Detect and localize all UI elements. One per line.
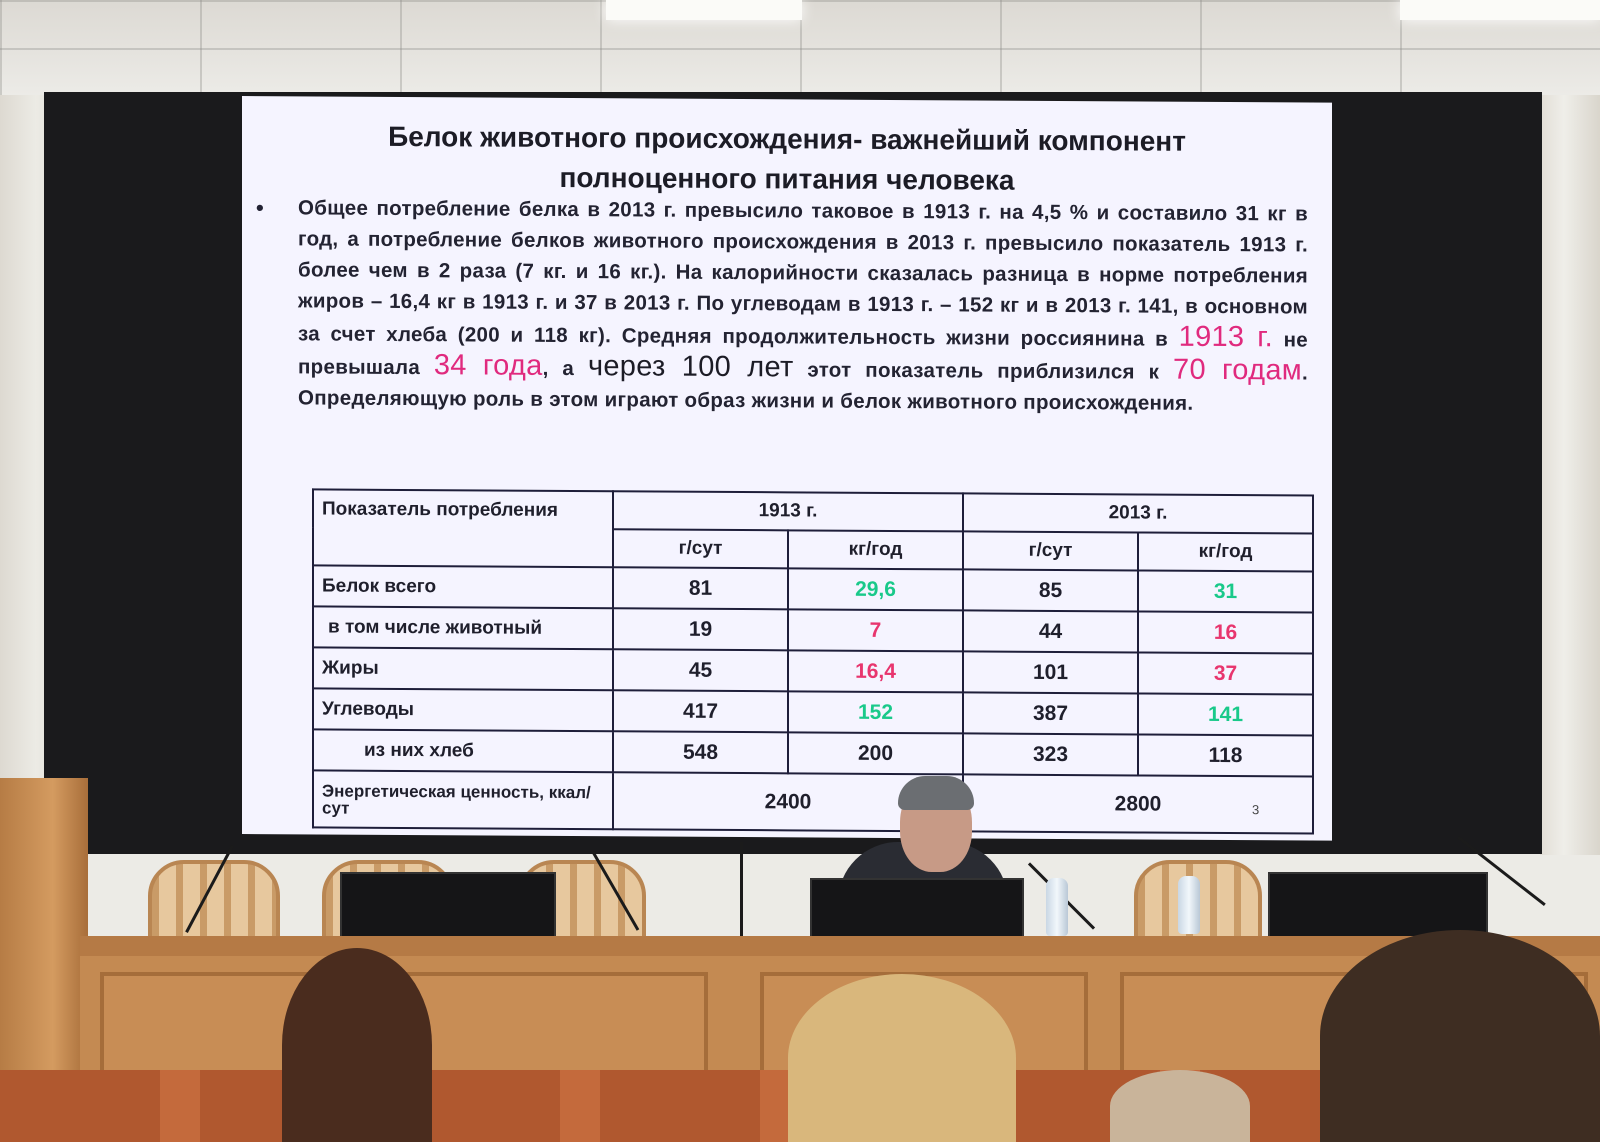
ceiling-light: [1400, 0, 1600, 20]
cell-value: 548: [613, 731, 788, 773]
cell-value: 152: [788, 691, 963, 733]
paragraph-text: , а: [542, 356, 588, 381]
unit-year-2013: кг/год: [1138, 532, 1313, 571]
cell-value: 31: [1138, 570, 1313, 612]
slide-page-number: 3: [1252, 802, 1260, 818]
header-year-1913: 1913 г.: [613, 491, 963, 531]
highlight-70-years: 70 годам: [1173, 353, 1302, 387]
row-label: в том числе животный: [313, 606, 613, 649]
row-label: Жиры: [313, 647, 613, 690]
cell-value: 417: [613, 690, 788, 732]
row-label-energy: Энергетическая ценность, ккал/сут: [313, 771, 613, 830]
cell-value: 200: [788, 732, 963, 774]
header-indicator: Показатель потребления: [313, 489, 613, 567]
water-bottle: [1178, 876, 1200, 934]
paragraph-text: Общее потребление белка в 2013 г. превысило таковое в 1913 г. на 4,5 % и составило 31 кг в год, а потребление белков животного происхождения в 2013 г. превысило показатель 1913 г. более чем в 2 раза (7 кг. и 16 кг.). На калорийности сказалась разница в норме потребления жиров – 16,4 кг в 1913 г. и 37 в 2013 г. По углеводам в 1913 г. – 152 кг и в 2013 г. 141, в основном за счет хлеба (200 и 118 кг). Средняя продолжительность жизни россиянина в: [298, 196, 1308, 351]
cell-value: 7: [788, 609, 963, 651]
table-row: [313, 606, 1313, 653]
cell-value: 141: [1138, 694, 1313, 736]
row-label: из них хлеб: [313, 730, 613, 773]
cell-value: 101: [963, 651, 1138, 693]
table-row: [313, 647, 1313, 694]
cell-value: 29,6: [788, 568, 963, 610]
row-label: Белок всего: [313, 565, 613, 608]
slide-paragraph: [298, 192, 1308, 419]
slide-title-line1: Белок животного происхождения- важнейший компонент: [388, 120, 1186, 157]
bullet-icon: •: [256, 195, 264, 221]
audience-head: [1110, 1070, 1250, 1142]
water-bottle: [1046, 878, 1068, 936]
audience-head: [282, 948, 432, 1142]
audience-head: [1320, 930, 1600, 1142]
unit-day-2013: г/сут: [963, 531, 1138, 570]
cell-value: 16: [1138, 612, 1313, 654]
paragraph-text: не превышала: [298, 328, 1308, 380]
header-year-2013: 2013 г.: [963, 493, 1313, 533]
paragraph-text: . Определяющую роль в этом играют образ жизни и белок животного происхождения.: [298, 361, 1308, 415]
cell-value: 19: [613, 608, 788, 650]
cell-value: 45: [613, 649, 788, 691]
highlight-1913: 1913 г.: [1178, 320, 1274, 354]
table-row: [313, 730, 1313, 777]
cell-value: 44: [963, 610, 1138, 652]
highlight-34-years: 34 года: [433, 349, 543, 382]
presentation-slide: [242, 96, 1332, 841]
cell-value: 118: [1138, 735, 1313, 777]
podium: [0, 778, 88, 1088]
cell-value: 37: [1138, 653, 1313, 695]
audience-head: [788, 974, 1016, 1142]
cell-energy-2013: 2800: [963, 775, 1313, 834]
cell-energy-1913: 2400: [613, 772, 963, 831]
cell-value: 16,4: [788, 650, 963, 692]
cell-value: 81: [613, 567, 788, 609]
table-row: [313, 689, 1313, 736]
slide-title: [242, 116, 1332, 203]
row-label: Углеводы: [313, 689, 613, 732]
desk-monitor: [340, 872, 556, 940]
unit-day-1913: г/сут: [613, 529, 788, 568]
paragraph-text: этот показатель приблизился к: [793, 358, 1174, 384]
consumption-table: [312, 488, 1314, 834]
marble-wall-right: [1540, 95, 1600, 855]
slide-title-line2: полноценного питания человека: [559, 161, 1015, 196]
highlight-100-years: через 100 лет: [587, 350, 794, 384]
table-row: [313, 771, 1313, 834]
unit-year-1913: кг/год: [788, 530, 963, 569]
cell-value: 85: [963, 569, 1138, 611]
microphone: [740, 842, 743, 936]
table-row: [313, 565, 1313, 612]
speaker-hair: [898, 776, 974, 810]
cell-value: 323: [963, 734, 1138, 776]
ceiling-light: [606, 0, 802, 20]
cell-value: 387: [963, 692, 1138, 734]
